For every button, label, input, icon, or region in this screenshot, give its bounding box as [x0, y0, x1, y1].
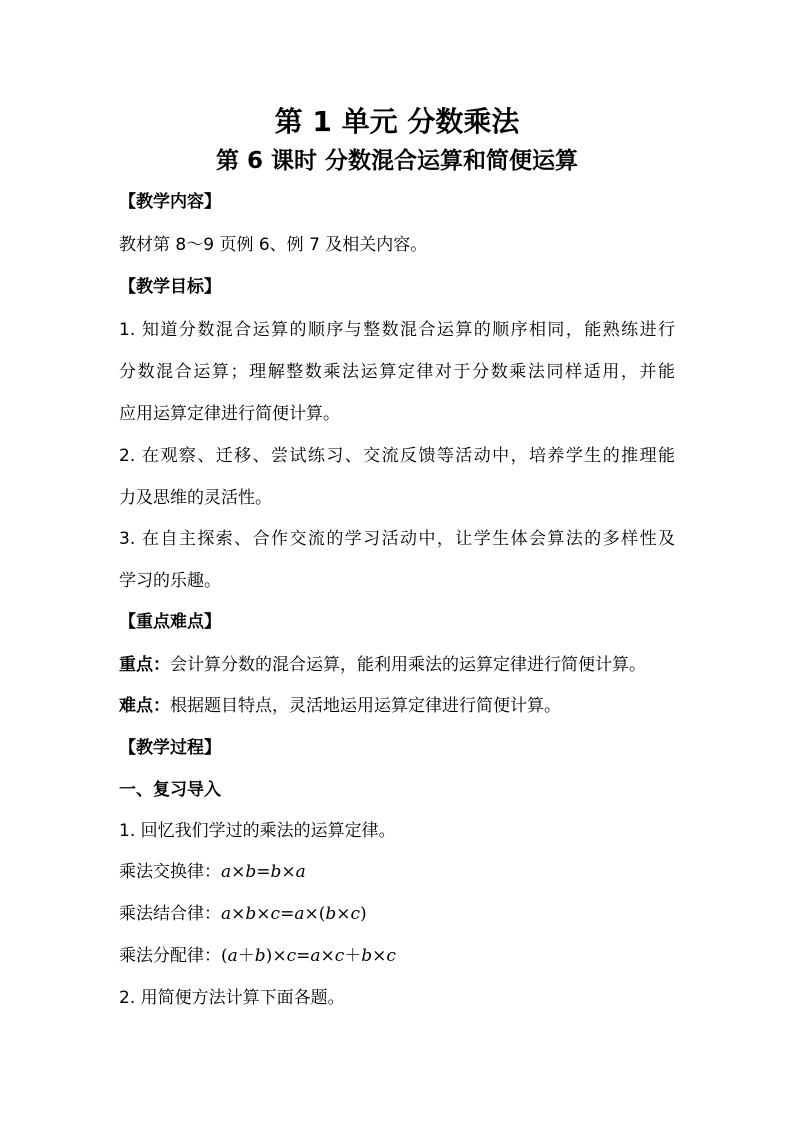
formula-token: × — [320, 946, 335, 966]
formula-token: × — [372, 946, 387, 966]
formula-token: c — [334, 946, 345, 966]
formula-token: c — [350, 904, 361, 924]
difficulty-label: 难点： — [119, 696, 170, 716]
formula-token: b — [245, 862, 257, 882]
difficulty-text: 根据题目特点，灵活地运用运算定律进行简便计算。 — [170, 696, 561, 716]
formula-token: a — [221, 904, 232, 924]
formula-token: ( — [221, 946, 228, 966]
associative-law-line — [119, 899, 367, 924]
formula-token: a — [294, 904, 305, 924]
commutative-law-line — [119, 857, 306, 882]
step-1-text: 1. 回忆我们学过的乘法的运算定律。 — [119, 821, 396, 841]
formula-token: b — [245, 904, 257, 924]
formula-token: a — [221, 862, 232, 882]
formula-token: b — [325, 904, 337, 924]
formula-token: ＋ — [237, 946, 255, 966]
formula-token: a — [227, 946, 238, 966]
commutative-law-label: 乘法交换律： — [119, 862, 221, 882]
section-heading-content: 【教学内容】 — [119, 192, 221, 212]
goal-2-line-2: 力及思维的灵活性。 — [119, 488, 272, 508]
key-point-text: 会计算分数的混合运算，能利用乘法的运算定律进行简便计算。 — [170, 655, 646, 675]
formula-token: a — [295, 862, 306, 882]
goal-1-line-2: 分数混合运算；理解整数乘法运算定律对于分数乘法同样适用，并能 — [119, 362, 675, 382]
distributive-law-label: 乘法分配律： — [119, 946, 221, 966]
formula-token: b — [254, 946, 266, 966]
associative-law-label: 乘法结合律： — [119, 904, 221, 924]
formula-token: ( — [318, 904, 326, 924]
formula-token: b — [270, 862, 282, 882]
formula-token: = — [280, 904, 295, 924]
goal-3-line-2: 学习的乐趣。 — [119, 571, 221, 591]
step-2-text: 2. 用简便方法计算下面各题。 — [119, 988, 345, 1008]
content-text: 教材第 8～9 页例 6、例 7 及相关内容。 — [119, 235, 428, 255]
goal-1-line-1: 1. 知道分数混合运算的顺序与整数混合运算的顺序相同，能熟练进行 — [119, 320, 675, 340]
section-heading-key-points: 【重点难点】 — [119, 612, 221, 632]
formula-token: = — [256, 862, 271, 882]
formula-token: ＋ — [344, 946, 362, 966]
formula-token: × — [231, 904, 246, 924]
formula-token: × — [304, 904, 319, 924]
goal-1-line-3: 应用运算定律进行简便计算。 — [119, 404, 340, 424]
formula-token: × — [281, 862, 296, 882]
formula-token: = — [296, 946, 311, 966]
distributive-law-line — [119, 941, 396, 966]
formula-token: ) — [265, 946, 273, 966]
formula-token: b — [361, 946, 373, 966]
formula-token: a — [310, 946, 321, 966]
unit-title: 第 1 单元 分数乘法 — [274, 105, 520, 138]
formula-token: × — [272, 946, 287, 966]
formula-token: × — [256, 904, 271, 924]
formula-token: × — [336, 904, 351, 924]
formula-token: c — [386, 946, 396, 966]
key-point-label: 重点： — [119, 655, 170, 675]
section-heading-process: 【教学过程】 — [119, 738, 221, 758]
goal-2-line-1: 2. 在观察、迁移、尝试练习、交流反馈等活动中，培养学生的推理能 — [119, 446, 675, 466]
goal-3-line-1: 3. 在自主探索、合作交流的学习活动中，让学生体会算法的多样性及 — [119, 529, 675, 549]
lesson-title: 第 6 课时 分数混合运算和简便运算 — [215, 148, 579, 174]
part-1-heading: 一、复习导入 — [119, 780, 221, 800]
formula-token: ) — [360, 904, 367, 924]
key-point-line — [119, 650, 646, 675]
section-heading-goals: 【教学目标】 — [119, 277, 221, 297]
difficulty-line — [119, 691, 561, 716]
formula-token: c — [270, 904, 281, 924]
formula-token: c — [286, 946, 297, 966]
formula-token: × — [231, 862, 246, 882]
